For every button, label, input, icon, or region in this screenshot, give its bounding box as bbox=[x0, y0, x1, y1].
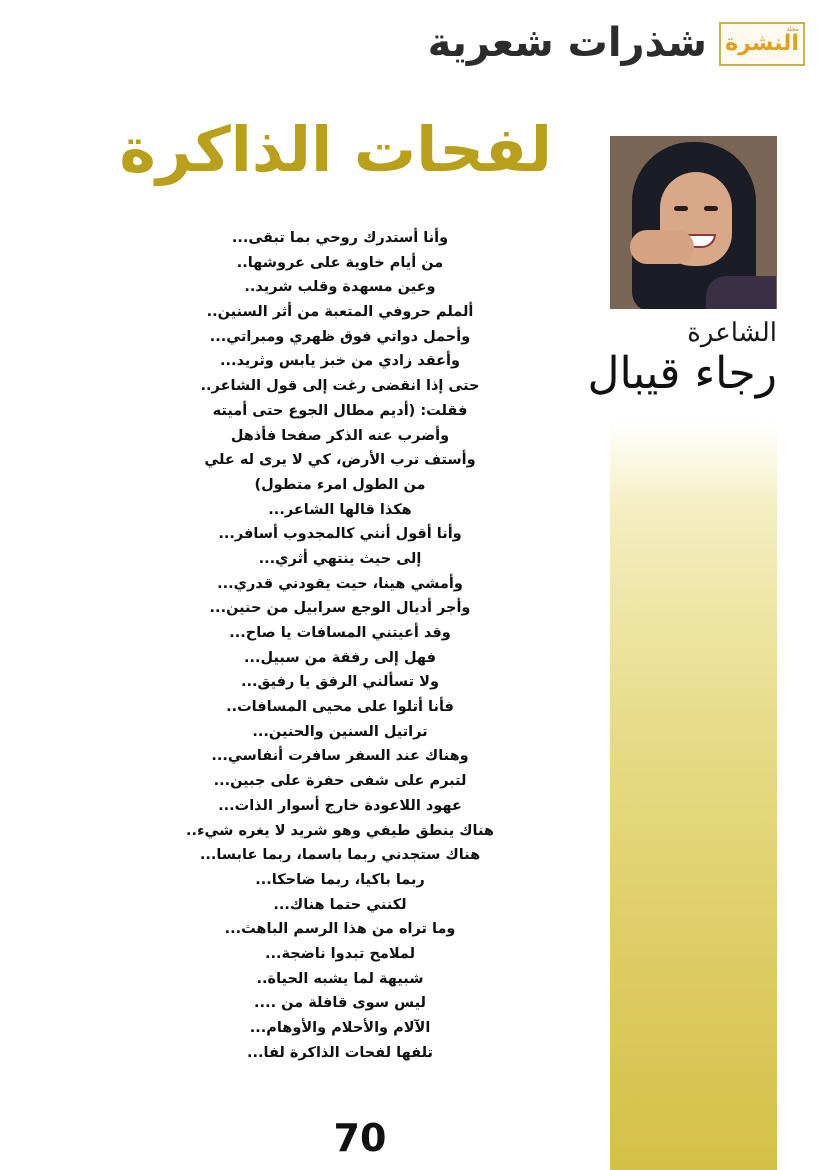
poem-line: تراتيل السنين والحنين... bbox=[252, 723, 428, 740]
poem-line: ألملم حروفي المتعبة من أثر السنين.. bbox=[206, 304, 474, 321]
poem-body bbox=[160, 226, 520, 1065]
decorative-side-band bbox=[610, 420, 777, 1170]
poem-line: لكنني حتما هناك... bbox=[273, 896, 407, 913]
photo-eye-left bbox=[674, 206, 688, 211]
poem-line: حتى إذا انقضى رغت إلى قول الشاعر.. bbox=[200, 378, 480, 395]
page-number: 70 bbox=[333, 1116, 387, 1160]
poem-line: وما تراه من هذا الرسم الباهث... bbox=[224, 921, 456, 938]
poem-line: ليس سوى قافلة من .... bbox=[254, 995, 426, 1012]
poem-line: وأعقد زادي من خبز يابس وثريد... bbox=[219, 353, 461, 370]
poet-photo bbox=[610, 136, 777, 309]
poem-line: عهود اللاعودة خارج أسوار الذات... bbox=[218, 797, 462, 814]
photo-eye-right bbox=[704, 206, 718, 211]
poem-line: فقلت: (أديم مطال الجوع حتى أميته bbox=[212, 402, 468, 419]
poem-line: الآلام والأحلام والأوهام... bbox=[249, 1020, 431, 1036]
magazine-logo bbox=[719, 22, 805, 66]
logo-subtitle: مجلة bbox=[786, 26, 799, 33]
poem-line: فهل إلى رفقة من سبيل... bbox=[244, 649, 436, 666]
poet-label: الشاعرة bbox=[687, 318, 777, 348]
poem-line: وأمشي هينا، حيت يقودني قدري... bbox=[217, 575, 463, 592]
poem-line: فأنا أتلوا على محيى المسافات.. bbox=[226, 699, 454, 716]
poem-line: إلى حيث ينتهي أثري... bbox=[258, 550, 422, 567]
poem-line: ربما باكيا، ربما ضاحكا... bbox=[255, 871, 425, 888]
logo-text: النشرة bbox=[725, 31, 799, 56]
poem-line: وأستف ترب الأرض، كي لا يرى له علي bbox=[204, 452, 476, 469]
poem-title: لفحات الذاكرة bbox=[119, 113, 552, 186]
poem-line: من أيام خاوية على عروشها.. bbox=[236, 254, 444, 271]
poem-line: وأنا أستدرك روحي بما تبقى... bbox=[231, 230, 449, 246]
photo-hand bbox=[630, 230, 694, 264]
poem-line: شبيهة لما يشبه الحياة.. bbox=[256, 970, 424, 987]
poem-line: هناك ينطق طيفي وهو شريد لا يغره شيء.. bbox=[186, 822, 494, 839]
poem-line: لملامح تبدوا ناضجة... bbox=[264, 945, 416, 962]
section-title: شذرات شعرية bbox=[427, 20, 707, 66]
poem-line: هكذا قالها الشاعر... bbox=[268, 501, 412, 518]
photo-sweater bbox=[706, 276, 776, 309]
poem-line: وهناك عند السفر سافرت أنفاسي... bbox=[211, 748, 469, 765]
poem-line: من الطول امرء متطول) bbox=[254, 476, 426, 493]
poet-name: رجاء قيبال bbox=[587, 348, 777, 399]
poem-line: وأحمل دواتي فوق ظهري ومبراتي... bbox=[209, 328, 471, 345]
poem-line: هناك ستجدني ربما باسما، ربما عابسا... bbox=[199, 847, 481, 864]
poem-line: وقد أعيتني المسافات يا صاح... bbox=[229, 625, 451, 641]
poem-line: ولا تسألني الرفق يا رفيق... bbox=[241, 674, 439, 691]
poem-line: وأنا أقول أنني كالمجدوب أسافر... bbox=[218, 526, 462, 543]
poem-line: لتبرم على شفى حفرة على جبين... bbox=[213, 773, 467, 790]
poem-line: وأضرب عنه الذكر صفحا فأذهل bbox=[230, 427, 450, 444]
poem-line: وأجر أديال الوجع سرابيل من حنين... bbox=[209, 600, 471, 617]
poem-line: تلفها لفحات الذاكرة لفا... bbox=[247, 1044, 433, 1061]
poem-line: وعين مسهدة وقلب شريد.. bbox=[244, 279, 436, 296]
